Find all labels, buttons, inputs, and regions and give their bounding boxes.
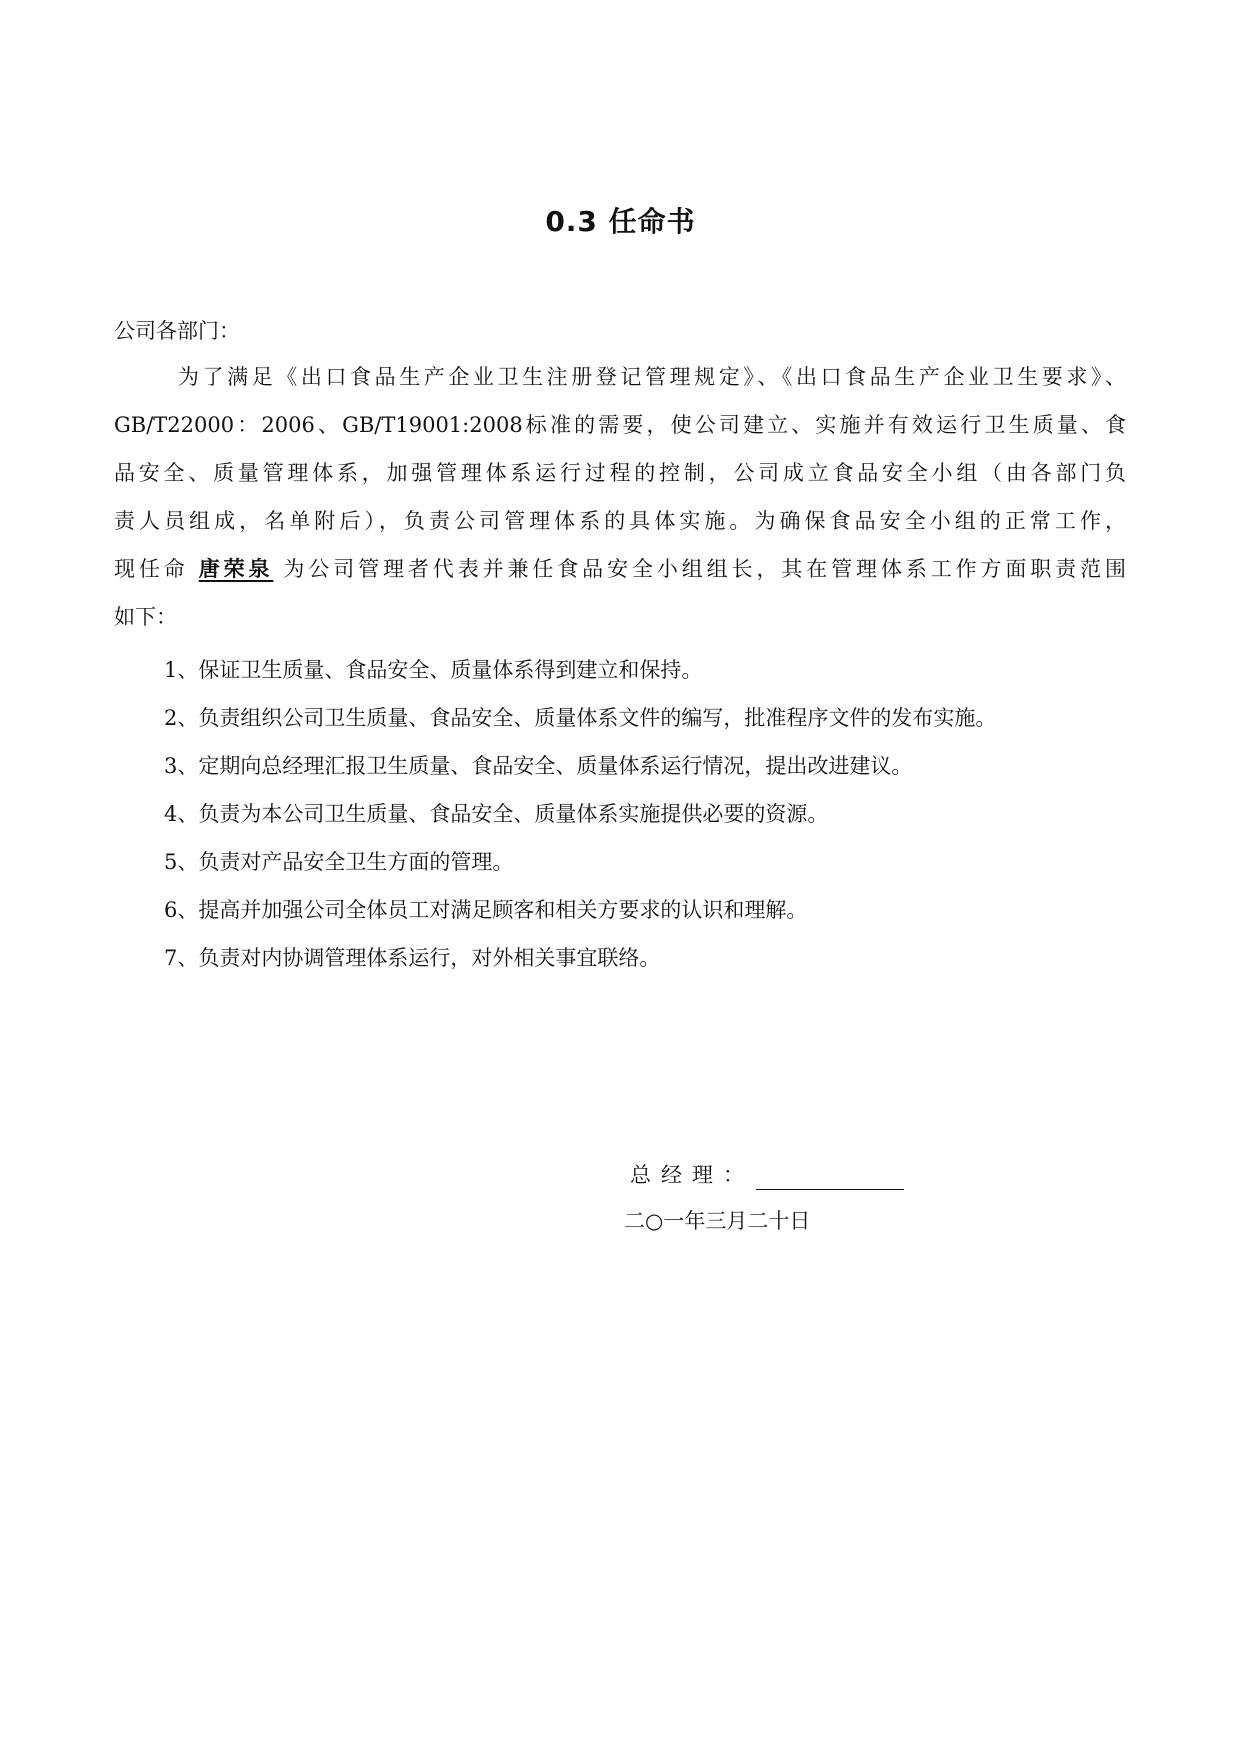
duty-item: 1、保证卫生质量、食品安全、质量体系得到建立和保持。	[164, 658, 703, 682]
body-line-1: 为了满足《出口食品生产企业卫生注册登记管理规定》、《出口食品生产企业卫生要求》、	[178, 365, 1126, 389]
salutation: 公司各部门：	[114, 319, 240, 343]
body-line-2: GB/T22000：2006、GB/T19001:2008标准的需要，使公司建立、实施并有效运行卫生质量、食	[114, 413, 1126, 437]
appoint-prefix: 现任命	[114, 557, 189, 581]
body-line-6: 如下：	[114, 605, 177, 629]
signature-date: 二○一年三月二十日	[624, 1209, 811, 1233]
duty-item: 3、定期向总经理汇报卫生质量、食品安全、质量体系运行情况，提出改进建议。	[164, 754, 913, 778]
body-line-3: 品安全、质量管理体系，加强管理体系运行过程的控制，公司成立食品安全小组（由各部门负	[114, 461, 1126, 485]
duty-item: 4、负责为本公司卫生质量、食品安全、质量体系实施提供必要的资源。	[164, 802, 829, 826]
duty-item: 6、提高并加强公司全体员工对满足顾客和相关方要求的认识和理解。	[164, 898, 808, 922]
signature-line	[756, 1167, 904, 1190]
appointee-name: 唐荣泉	[198, 557, 274, 581]
duty-item: 2、负责组织公司卫生质量、食品安全、质量体系文件的编写，批准程序文件的发布实施。	[164, 706, 997, 730]
body-line-5	[114, 554, 1126, 584]
duty-item: 7、负责对内协调管理体系运行，对外相关事宜联络。	[164, 946, 661, 970]
signature-row	[624, 1160, 904, 1206]
signature-block	[624, 1160, 904, 1252]
page-title: 0.3 任命书	[545, 205, 696, 238]
signature-label: 总经理：	[630, 1163, 754, 1187]
duty-item: 5、负责对产品安全卫生方面的管理。	[164, 850, 514, 874]
appoint-suffix: 为公司管理者代表并兼任食品安全小组组长，其在管理体系工作方面职责范围	[283, 557, 1127, 581]
body-line-4: 责人员组成，名单附后），负责公司管理体系的具体实施。为确保食品安全小组的正常工作，	[114, 509, 1126, 533]
